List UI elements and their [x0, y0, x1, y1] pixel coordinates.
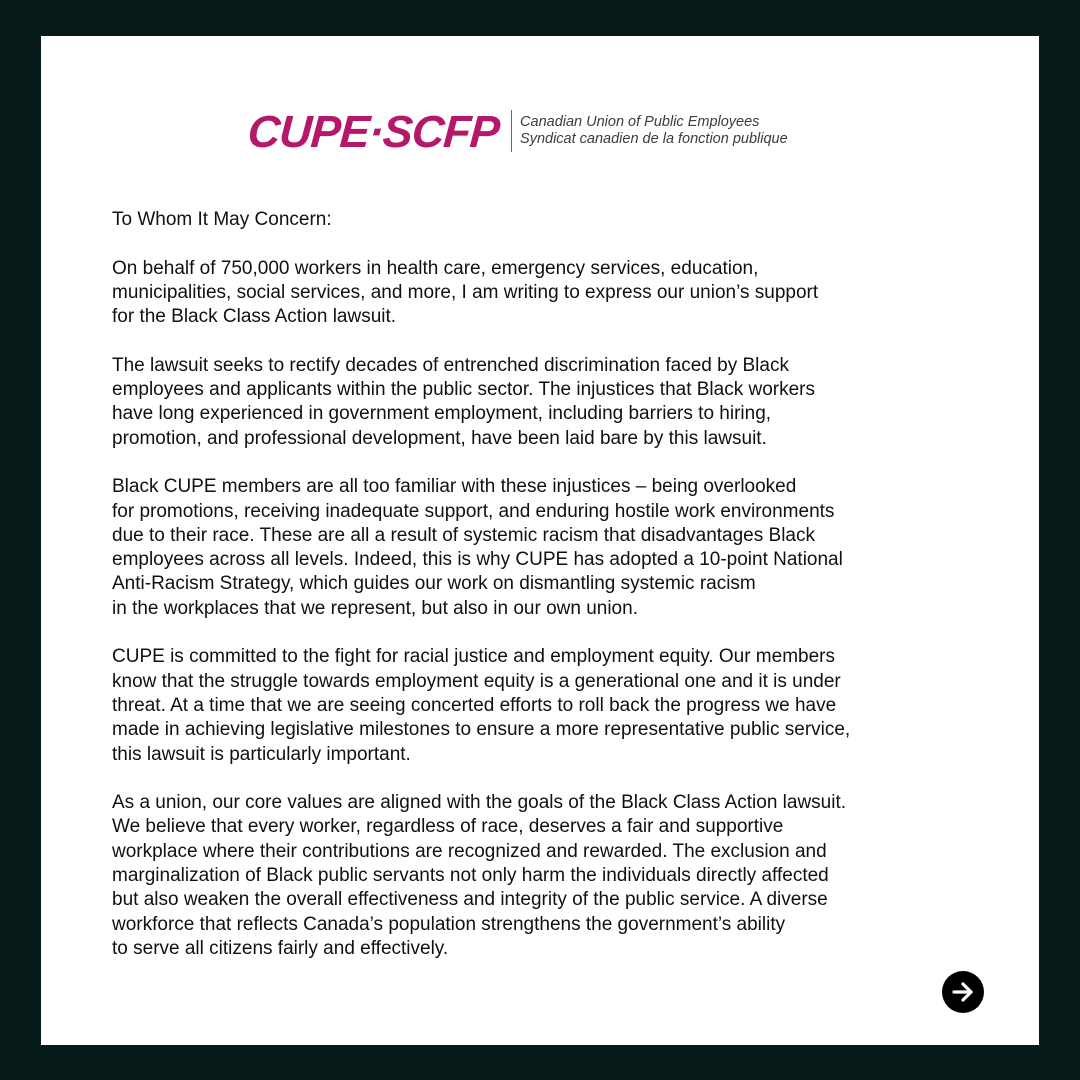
paragraph-line: Black CUPE members are all too familiar with these injustices – being overlooked [112, 476, 797, 498]
logo-divider [511, 110, 512, 152]
paragraph-line: workforce that reflects Canada’s population strengthens the government’s ability [112, 913, 786, 935]
salutation-line: To Whom It May Concern: [112, 209, 332, 230]
paragraph-line: municipalities, social services, and more, I am writing to express our union’s support [112, 281, 819, 303]
paragraph-line: due to their race. These are all a result of systemic racism that disadvantages Black [112, 524, 815, 546]
arrow-right-icon [949, 978, 977, 1006]
salutation [112, 208, 982, 232]
paragraph-line: for the Black Class Action lawsuit. [112, 306, 397, 328]
paragraph-line: promotion, and professional development, have been laid bare by this lawsuit. [112, 427, 767, 449]
paragraph-line: workplace where their contributions are recognized and rewarded. The exclusion and [112, 840, 827, 862]
paragraph-3 [112, 475, 982, 621]
paragraph-line: CUPE is committed to the fight for racial justice and employment equity. Our members [112, 646, 835, 668]
paragraph-line: made in achieving legislative milestones to ensure a more representative public service, [112, 719, 851, 741]
paragraph-2 [112, 354, 982, 451]
paragraph-line: Anti-Racism Strategy, which guides our work on dismantling systemic racism [112, 573, 756, 595]
paragraph-line: employees and applicants within the public sector. The injustices that Black workers [112, 379, 816, 401]
logo-wordmark: CUPE·SCFP [246, 105, 501, 157]
paragraph-line: marginalization of Black public servants not only harm the individuals directly affected [112, 865, 829, 887]
paragraph-line: We believe that every worker, regardless of race, deserves a fair and supportive [112, 816, 784, 838]
paragraph-1 [112, 257, 982, 330]
letter-body [112, 208, 982, 986]
paragraph-line: employees across all levels. Indeed, this is why CUPE has adopted a 10-point National [112, 549, 843, 571]
paragraph-5 [112, 791, 982, 961]
paragraph-line: As a union, our core values are aligned with the goals of the Black Class Action lawsuit. [112, 792, 847, 814]
cupe-logo [248, 106, 788, 156]
next-slide-button[interactable] [942, 971, 984, 1013]
logo-names [520, 114, 788, 148]
logo-name-french: Syndicat canadien de la fonction publique [520, 131, 788, 147]
paragraph-line: On behalf of 750,000 workers in health care, emergency services, education, [112, 257, 759, 279]
logo-name-english: Canadian Union of Public Employees [520, 114, 760, 130]
paragraph-4 [112, 645, 982, 766]
paragraph-line: have long experienced in government employment, including barriers to hiring, [112, 403, 772, 425]
paragraph-line: this lawsuit is particularly important. [112, 743, 411, 765]
paragraph-line: to serve all citizens fairly and effectively. [112, 937, 449, 959]
document-card [41, 36, 1039, 1045]
paragraph-line: The lawsuit seeks to rectify decades of entrenched discrimination faced by Black [112, 354, 789, 376]
paragraph-line: for promotions, receiving inadequate support, and enduring hostile work environments [112, 500, 835, 522]
paragraph-line: threat. At a time that we are seeing concerted efforts to roll back the progress we have [112, 694, 837, 716]
paragraph-line: know that the struggle towards employment equity is a generational one and it is under [112, 670, 841, 692]
paragraph-line: in the workplaces that we represent, but also in our own union. [112, 597, 638, 619]
paragraph-line: but also weaken the overall effectiveness and integrity of the public service. A diverse [112, 889, 828, 911]
